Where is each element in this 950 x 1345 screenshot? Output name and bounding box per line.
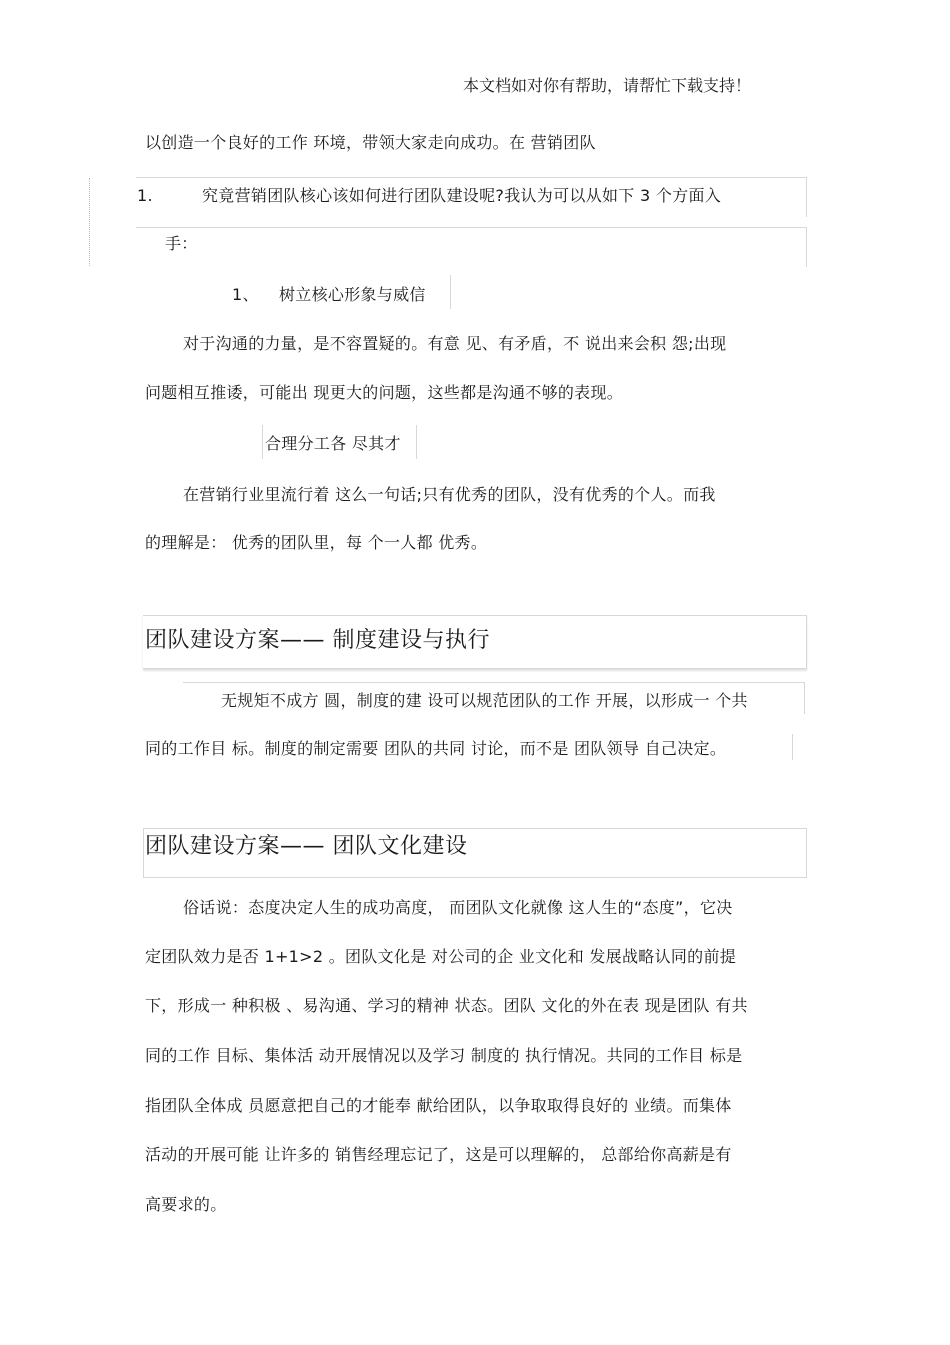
intro-line: 以创造一个良好的工作 环境，带领大家走向成功。在 营销团队 — [145, 133, 596, 152]
para3-divider — [792, 734, 793, 760]
point1-divider — [450, 275, 451, 309]
para4-line3: 下，形成一 种积极 、易沟通、学习的精神 状态。团队 文化的外在表 现是团队 有共 — [145, 996, 748, 1015]
para1-line2: 问题相互推诿，可能出 现更大的问题，这些都是沟通不够的表现。 — [145, 383, 624, 402]
para4-line7: 高要求的。 — [145, 1195, 227, 1214]
point2-title: 合理分工各 尽其才 — [265, 434, 401, 453]
para1-line1: 对于沟通的力量，是不容置疑的。有意 见、有矛盾，不 说出来会积 怨;出现 — [183, 334, 727, 353]
para3-line2: 同的工作目 标。制度的制定需要 团队的共同 讨论，而不是 团队领导 自己决定。 — [145, 739, 727, 758]
para2-line2: 的理解是： 优秀的团队里，每 个一人都 优秀。 — [145, 533, 488, 552]
point2-divider — [416, 425, 417, 459]
point1-number: 1、 — [232, 285, 259, 304]
question-continuation: 手： — [165, 234, 198, 253]
margin-mark — [89, 178, 91, 266]
question-cont-frame — [136, 227, 807, 267]
para4-line5: 指团队全体成 员愿意把自己的才能奉 献给团队，以争取取得良好的 业绩。而集体 — [145, 1096, 732, 1115]
para3-line1: 无规矩不成方 圆，制度的建 设可以规范团队的工作 开展，以形成一 个共 — [221, 691, 748, 710]
para4-line2: 定团队效力是否 1+1>2 。团队文化是 对公司的企 业文化和 发展战略认同的前提 — [145, 947, 737, 966]
section-heading-institution: 团队建设方案—— 制度建设与执行 — [145, 628, 490, 653]
para4-line6: 活动的开展可能 让许多的 销售经理忘记了，这是可以理解的， 总部给你高薪是有 — [145, 1145, 732, 1164]
section-heading-culture: 团队建设方案—— 团队文化建设 — [145, 834, 468, 859]
point1-title: 树立核心形象与威信 — [279, 285, 426, 304]
para4-line4: 同的工作 目标、集体活 动开展情况以及学习 制度的 执行情况。共同的工作目 标是 — [145, 1046, 743, 1065]
header-note: 本文档如对你有帮助，请帮忙下载支持！ — [463, 76, 752, 95]
question-text: 究竟营销团队核心该如何进行团队建设呢?我认为可以从如下 3 个方面入 — [202, 186, 722, 205]
question-number: 1. — [137, 186, 153, 205]
para4-line1: 俗话说：态度决定人生的成功高度， 而团队文化就像 这人生的“态度”，它决 — [183, 898, 733, 917]
para2-line1: 在营销行业里流行着 这么一句话;只有优秀的团队，没有优秀的个人。而我 — [183, 485, 716, 504]
